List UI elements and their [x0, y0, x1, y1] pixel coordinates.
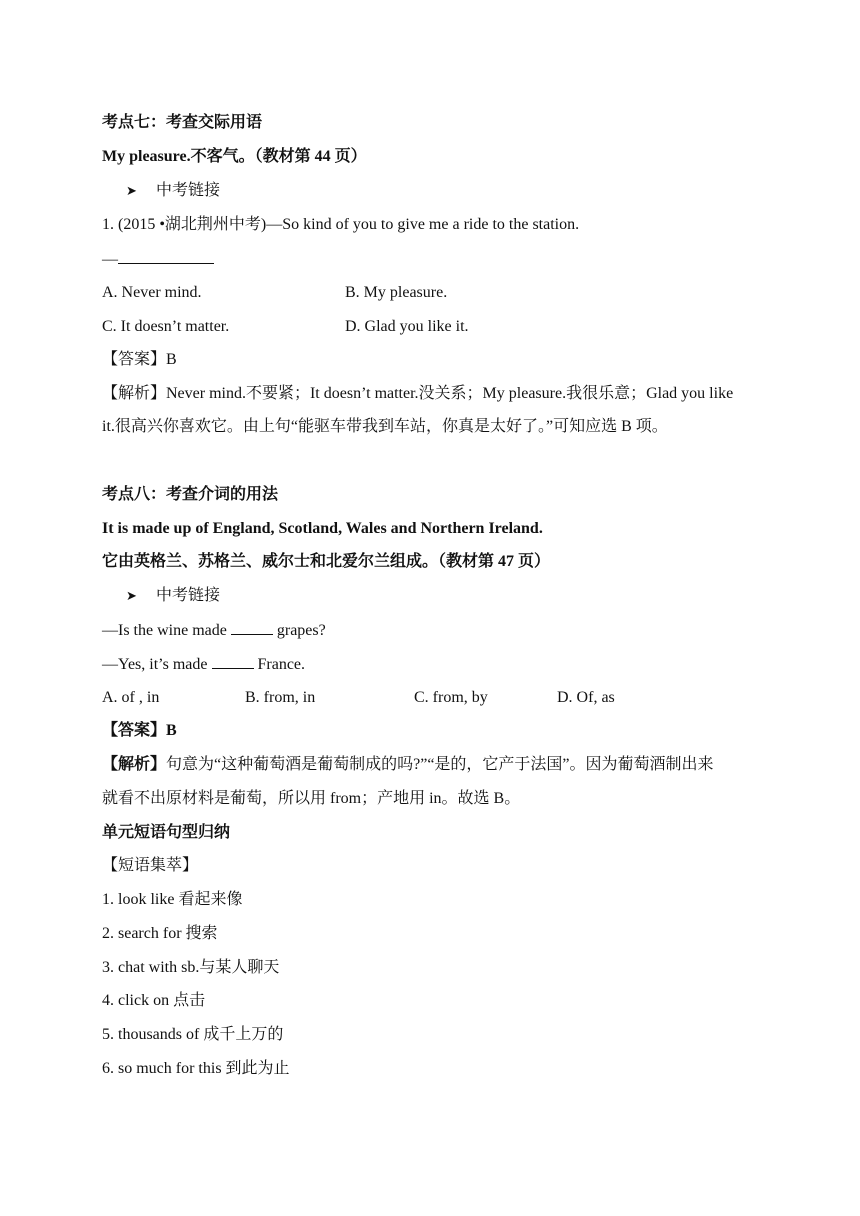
- exam-link-label: ➤ 中考链接: [126, 585, 220, 608]
- arrow-bullet-icon: ➤: [126, 589, 137, 604]
- option-c: C. from, by: [414, 689, 488, 706]
- explanation-line-1: 【解析】Never mind.不要紧；It doesn’t matter.没关系；My pleasure.我很乐意；Glad you like: [102, 385, 734, 402]
- question-line-1: —Is the wine made grapes?: [102, 619, 326, 642]
- option-d: D. Of, as: [557, 689, 615, 706]
- phrase-item: 2. search for 搜索: [102, 925, 218, 942]
- option-b: B. My pleasure.: [345, 284, 448, 301]
- section-heading-7: 考点七：考查交际用语: [102, 114, 263, 131]
- option-a: A. Never mind.: [102, 284, 202, 301]
- blank: [212, 653, 254, 669]
- answer-blank-line: —: [102, 248, 214, 271]
- option-a: A. of , in: [102, 689, 160, 706]
- question-line-2: —Yes, it’s made France.: [102, 653, 305, 676]
- option-c: C. It doesn’t matter.: [102, 318, 230, 335]
- section-heading-8: 考点八：考查介词的用法: [102, 486, 279, 503]
- answer-label: 【答案】B: [102, 351, 177, 368]
- explanation-line-1: 【解析】句意为“这种葡萄酒是葡萄制成的吗?”“是的，它产于法国”。因为葡萄酒制出来: [102, 756, 714, 773]
- blank: [231, 619, 273, 635]
- key-sentence-english: It is made up of England, Scotland, Wales and Northern Ireland.: [102, 520, 543, 537]
- option-d: D. Glad you like it.: [345, 318, 469, 335]
- unit-summary-heading: 单元短语句型归纳: [102, 824, 231, 841]
- question-text: 1. (2015 •湖北荆州中考)—So kind of you to give me a ride to the station.: [102, 216, 580, 233]
- phrase-item: 1. look like 看起来像: [102, 891, 243, 908]
- explanation-line-2: it.很高兴你喜欢它。由上句“能驱车带我到车站，你真是太好了。”可知应选 B 项。: [102, 418, 668, 435]
- key-sentence: My pleasure.不客气。（教材第 44 页）: [102, 148, 367, 165]
- phrase-item: 3. chat with sb.与某人聊天: [102, 959, 280, 976]
- option-b: B. from, in: [245, 689, 316, 706]
- key-sentence-chinese: 它由英格兰、苏格兰、威尔士和北爱尔兰组成。（教材第 47 页）: [102, 553, 551, 570]
- answer-label: 【答案】B: [102, 722, 177, 739]
- phrase-item: 4. click on 点击: [102, 992, 206, 1009]
- blank: [118, 248, 214, 264]
- phrase-collection-label: 【短语集萃】: [102, 857, 199, 874]
- arrow-bullet-icon: ➤: [126, 184, 137, 199]
- phrase-item: 6. so much for this 到此为止: [102, 1060, 290, 1077]
- exam-link-label: ➤ 中考链接: [126, 180, 220, 203]
- explanation-line-2: 就看不出原材料是葡萄，所以用 from；产地用 in。故选 B。: [102, 790, 521, 807]
- phrase-item: 5. thousands of 成千上万的: [102, 1026, 284, 1043]
